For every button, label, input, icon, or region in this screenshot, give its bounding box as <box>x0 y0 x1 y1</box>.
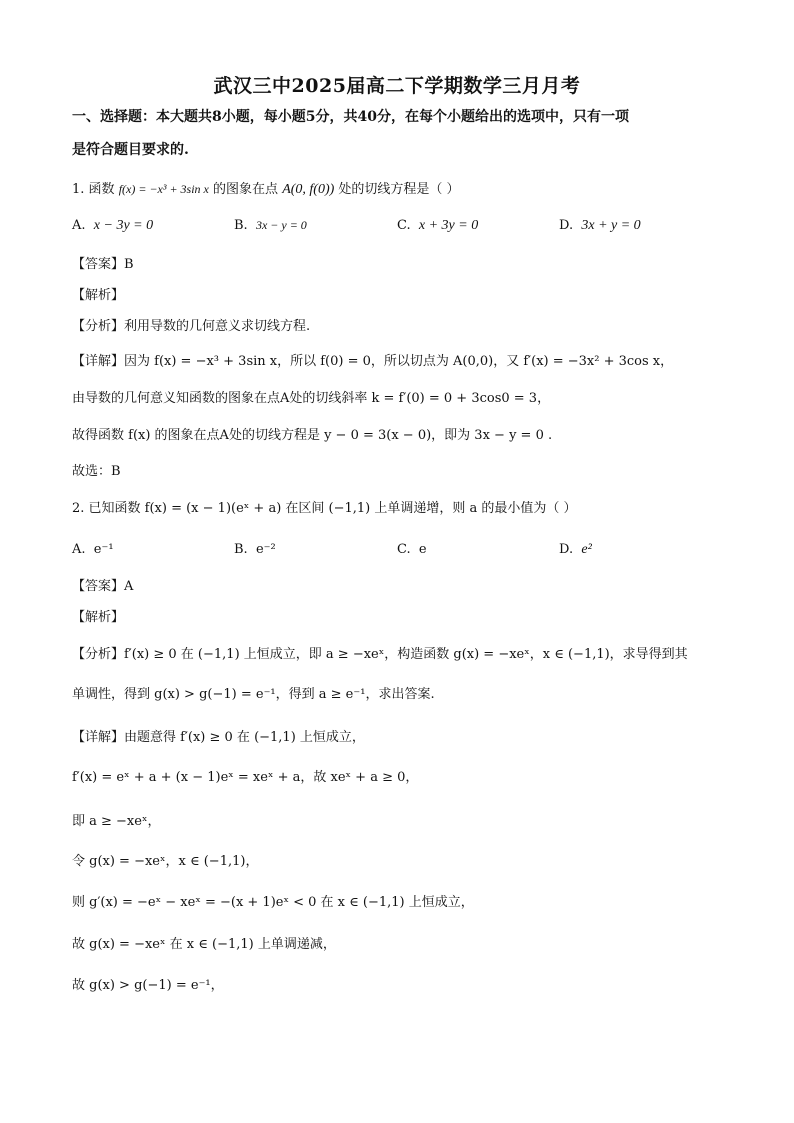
q1-stem <box>72 180 460 199</box>
q2-detail-line1: 【详解】由题意得 f′(x) ≥ 0 在 (−1,1) 上恒成立， <box>72 730 365 745</box>
q1-number: 1. 函数 <box>72 182 115 197</box>
q2-detail-line4: 令 g(x) = −xeˣ，x ∈ (−1,1)， <box>72 854 259 869</box>
q1-option-c: C. x + 3y = 0 <box>397 218 479 233</box>
q1-detail-line3: 故得函数 f(x) 的图象在点A处的切线方程是 y − 0 = 3(x − 0)，即为 3x − y = 0 . <box>72 428 553 443</box>
q2-option-c: C. e <box>397 542 427 557</box>
q1-answer: 【答案】B <box>72 257 134 272</box>
q2-detail-line5: 则 g′(x) = −eˣ − xeˣ = −(x + 1)eˣ < 0 在 x ∈ (−1,1) 上恒成立， <box>72 895 474 910</box>
q1-option-d: D. 3x + y = 0 <box>559 218 641 233</box>
q1-detail-line2: 由导数的几何意义知函数的图象在点A处的切线斜率 k = f′(0) = 0 + 3cos0 = 3， <box>72 391 551 406</box>
q1-analysis: 【分析】利用导数的几何意义求切线方程. <box>72 319 311 334</box>
q1-option-b: B. 3x − y = 0 <box>234 218 307 233</box>
q1-choose: 故选：B <box>72 464 121 479</box>
q1-stem-mid: 的图象在点 <box>213 182 279 197</box>
q2-jiexi-label: 【解析】 <box>72 610 125 625</box>
q2-option-a: A. e⁻¹ <box>72 542 114 557</box>
q2-detail-line7: 故 g(x) > g(−1) = e⁻¹， <box>72 978 224 993</box>
q1-option-a: A. x − 3y = 0 <box>72 218 154 233</box>
q2-option-b: B. e⁻² <box>234 542 276 557</box>
q2-detail-line2: f′(x) = eˣ + a + (x − 1)eˣ = xeˣ + a，故 xeˣ + a ≥ 0， <box>72 770 419 785</box>
section-header-line2: 是符合题目要求的. <box>72 142 189 158</box>
q2-option-d: D. e² <box>559 542 592 557</box>
q1-jiexi-label: 【解析】 <box>72 288 125 303</box>
q2-analysis-line1: 【分析】f′(x) ≥ 0 在 (−1,1) 上恒成立，即 a ≥ −xeˣ，构造函数 g(x) = −xeˣ，x ∈ (−1,1)，求导得到其 <box>72 647 688 662</box>
q1-detail-line1: 【详解】因为 f(x) = −x³ + 3sin x，所以 f(0) = 0，所以切点为 A(0,0)，又 f′(x) = −3x² + 3cos x， <box>72 354 674 369</box>
q2-stem: 2. 已知函数 f(x) = (x − 1)(eˣ + a) 在区间 (−1,1) 上单调递增，则 a 的最小值为（ ） <box>72 501 577 516</box>
page-title: 武汉三中2025届高二下学期数学三月月考 <box>213 75 581 97</box>
q1-stem-end: 处的切线方程是（ ） <box>338 182 460 197</box>
q1-point: A(0, f(0)) <box>282 182 335 197</box>
q2-analysis-line2: 单调性，得到 g(x) > g(−1) = e⁻¹，得到 a ≥ e⁻¹，求出答案. <box>72 687 435 702</box>
q2-answer: 【答案】A <box>72 579 134 594</box>
section-header-line1: 一、选择题：本大题共8小题，每小题5分，共40分，在每个小题给出的选项中，只有一项 <box>72 109 629 125</box>
q2-detail-line6: 故 g(x) = −xeˣ 在 x ∈ (−1,1) 上单调递减， <box>72 937 336 952</box>
q1-function: f(x) = −x³ + 3sin x <box>118 182 209 196</box>
q2-detail-line3: 即 a ≥ −xeˣ， <box>72 814 161 829</box>
